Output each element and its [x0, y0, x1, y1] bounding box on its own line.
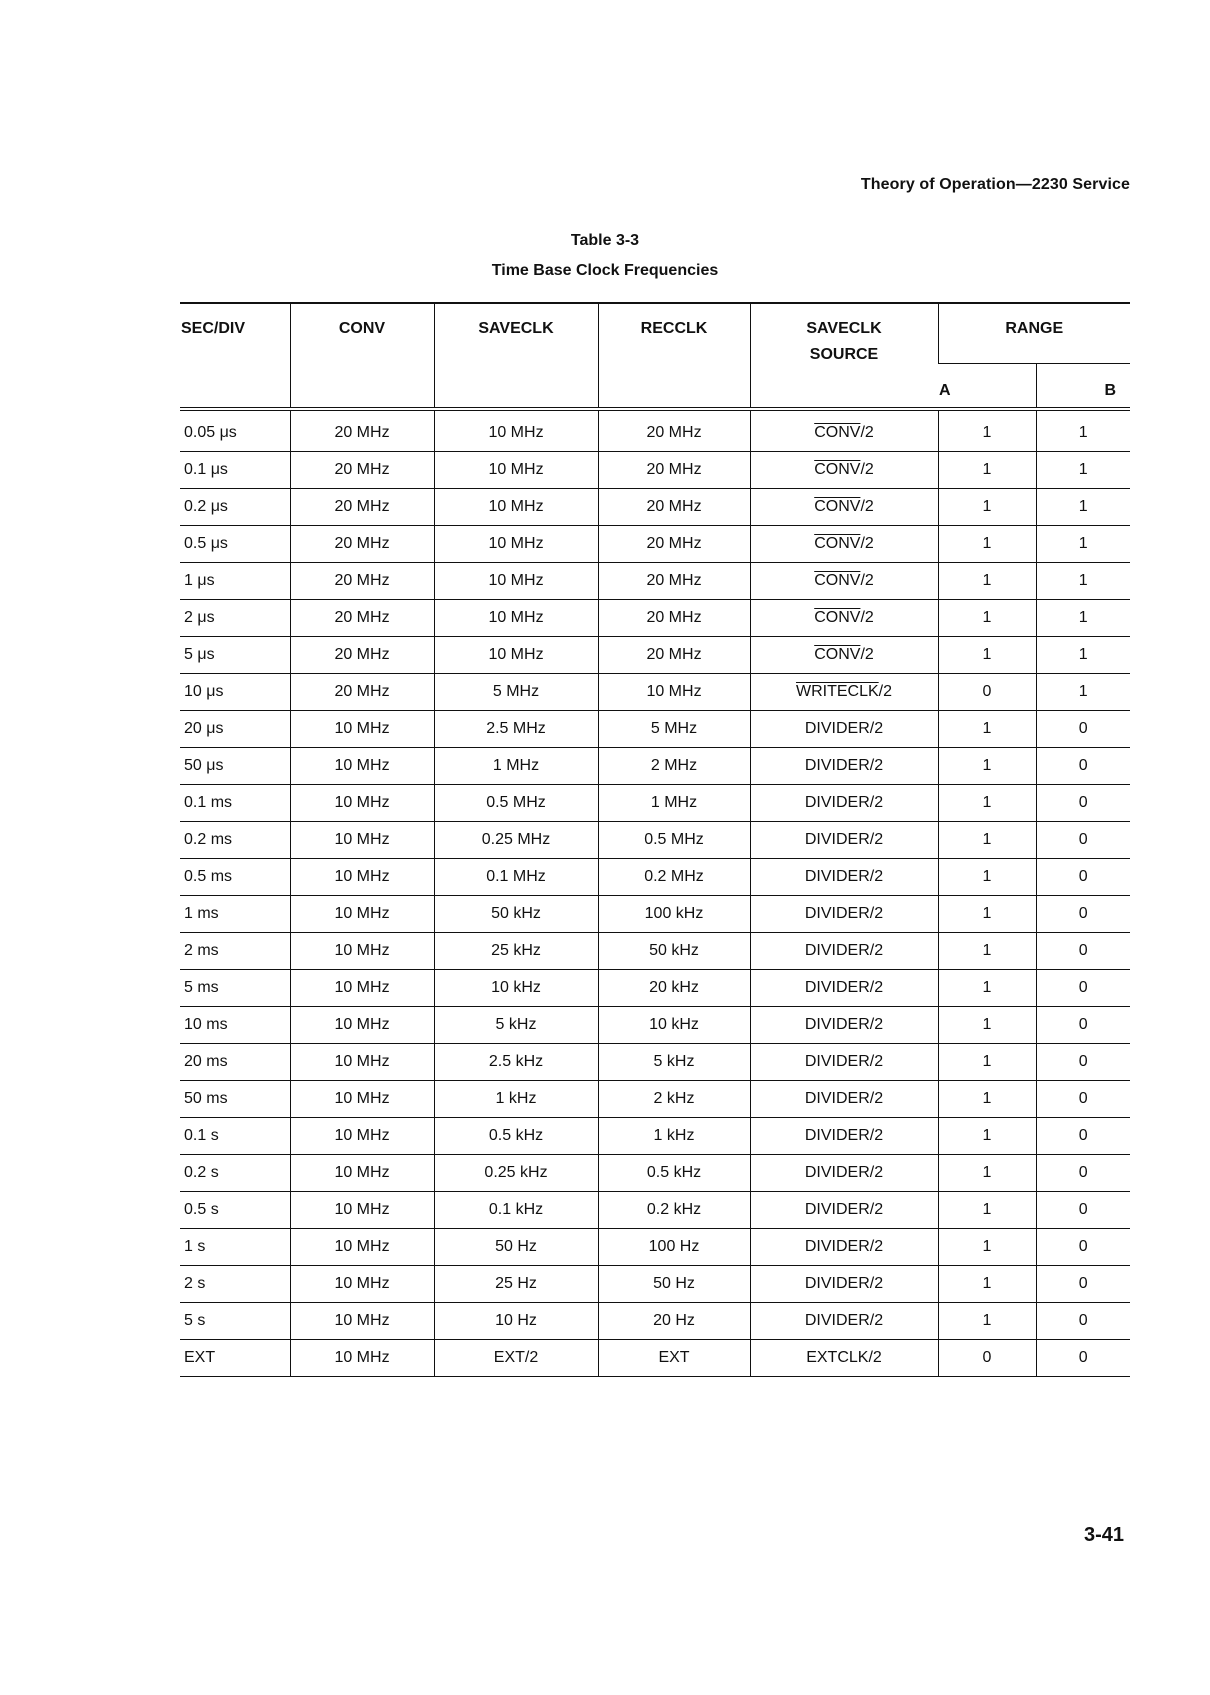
recclk-cell: 50 Hz	[598, 1266, 750, 1303]
table-row	[180, 896, 1130, 933]
table-row	[180, 785, 1130, 822]
range-a-cell: 0	[938, 674, 1036, 711]
range-a-cell: 1	[938, 1081, 1036, 1118]
conv-cell: 20 MHz	[290, 452, 434, 489]
range-a-cell: 1	[938, 452, 1036, 489]
range-b-cell: 0	[1036, 1266, 1130, 1303]
range-b-cell: 0	[1036, 1303, 1130, 1340]
conv-cell: 10 MHz	[290, 822, 434, 859]
range-a-cell: 1	[938, 1007, 1036, 1044]
col-header-recclk: RECCLK	[598, 303, 750, 409]
saveclk-cell: 10 kHz	[434, 970, 598, 1007]
sec-div-cell: 20 μs	[180, 711, 290, 748]
source-cell: DIVIDER/2	[750, 1007, 938, 1044]
conv-cell: 10 MHz	[290, 748, 434, 785]
range-a-cell: 1	[938, 748, 1036, 785]
saveclk-cell: 0.5 kHz	[434, 1118, 598, 1155]
source-cell: DIVIDER/2	[750, 1266, 938, 1303]
source-overline-text: CONV	[814, 609, 861, 626]
range-a-cell: 1	[938, 1044, 1036, 1081]
col-header-saveclk: SAVECLK	[434, 303, 598, 409]
source-cell	[750, 674, 938, 711]
conv-cell: 10 MHz	[290, 859, 434, 896]
sec-div-cell: 50 ms	[180, 1081, 290, 1118]
range-a-cell: 1	[938, 1155, 1036, 1192]
saveclk-cell: 10 Hz	[434, 1303, 598, 1340]
source-overline-text: CONV	[814, 461, 861, 478]
recclk-cell: 20 MHz	[598, 526, 750, 563]
conv-cell: 10 MHz	[290, 1192, 434, 1229]
source-cell: DIVIDER/2	[750, 711, 938, 748]
saveclk-cell: 0.1 kHz	[434, 1192, 598, 1229]
col-header-range-a: A	[938, 364, 1036, 410]
conv-cell: 20 MHz	[290, 674, 434, 711]
range-a-cell: 1	[938, 409, 1036, 452]
conv-cell: 10 MHz	[290, 970, 434, 1007]
source-cell: DIVIDER/2	[750, 822, 938, 859]
source-overline-text: WRITECLK	[795, 683, 879, 700]
source-overline-text: CONV	[814, 646, 861, 663]
sec-div-cell: 5 μs	[180, 637, 290, 674]
saveclk-cell: 5 kHz	[434, 1007, 598, 1044]
range-b-cell: 0	[1036, 1229, 1130, 1266]
table-row	[180, 711, 1130, 748]
sec-div-cell: 0.5 μs	[180, 526, 290, 563]
col-header-range-b: B	[1036, 364, 1130, 410]
page-number: 3-41	[1083, 1524, 1124, 1546]
table-row	[180, 409, 1130, 452]
range-b-cell: 0	[1036, 1081, 1130, 1118]
range-a-cell: 1	[938, 489, 1036, 526]
conv-cell: 20 MHz	[290, 489, 434, 526]
range-a-cell: 1	[938, 970, 1036, 1007]
recclk-cell: 20 MHz	[598, 489, 750, 526]
range-a-cell: 1	[938, 563, 1036, 600]
table-body	[180, 409, 1130, 1377]
recclk-cell: 0.5 MHz	[598, 822, 750, 859]
table-row	[180, 1081, 1130, 1118]
range-b-cell: 1	[1036, 526, 1130, 563]
saveclk-cell: 10 MHz	[434, 526, 598, 563]
source-suffix-text: /2	[860, 535, 874, 552]
table-row	[180, 452, 1130, 489]
recclk-cell: 100 kHz	[598, 896, 750, 933]
sec-div-cell: 0.1 s	[180, 1118, 290, 1155]
range-b-cell: 0	[1036, 1155, 1130, 1192]
range-b-cell: 0	[1036, 933, 1130, 970]
sec-div-cell: 10 μs	[180, 674, 290, 711]
sec-div-cell: EXT	[180, 1340, 290, 1377]
source-suffix-text: /2	[860, 498, 874, 515]
sec-div-cell: 2 s	[180, 1266, 290, 1303]
saveclk-cell: 0.25 MHz	[434, 822, 598, 859]
conv-cell: 10 MHz	[290, 711, 434, 748]
sec-div-cell: 0.05 μs	[180, 409, 290, 452]
sec-div-cell: 1 s	[180, 1229, 290, 1266]
range-b-cell: 0	[1036, 1340, 1130, 1377]
recclk-cell: 10 kHz	[598, 1007, 750, 1044]
col-header-sec-div: SEC/DIV	[180, 303, 290, 409]
source-cell	[750, 637, 938, 674]
sec-div-cell: 0.5 s	[180, 1192, 290, 1229]
recclk-cell: 50 kHz	[598, 933, 750, 970]
source-overline-text: CONV	[814, 572, 861, 589]
table-row	[180, 1266, 1130, 1303]
table-row	[180, 859, 1130, 896]
saveclk-cell: 10 MHz	[434, 563, 598, 600]
range-b-cell: 0	[1036, 711, 1130, 748]
saveclk-cell: 5 MHz	[434, 674, 598, 711]
range-b-cell: 0	[1036, 1044, 1130, 1081]
sec-div-cell: 20 ms	[180, 1044, 290, 1081]
saveclk-cell: EXT/2	[434, 1340, 598, 1377]
range-b-cell: 1	[1036, 674, 1130, 711]
sec-div-cell: 0.2 ms	[180, 822, 290, 859]
source-cell: DIVIDER/2	[750, 1229, 938, 1266]
recclk-cell: 100 Hz	[598, 1229, 750, 1266]
saveclk-cell: 10 MHz	[434, 600, 598, 637]
saveclk-cell: 50 kHz	[434, 896, 598, 933]
source-cell: DIVIDER/2	[750, 1081, 938, 1118]
source-suffix-text: /2	[878, 683, 892, 700]
range-a-cell: 1	[938, 859, 1036, 896]
sec-div-cell: 0.2 μs	[180, 489, 290, 526]
table-row	[180, 1118, 1130, 1155]
source-cell: DIVIDER/2	[750, 1303, 938, 1340]
table-number: Table 3-3	[570, 232, 640, 249]
range-b-cell: 1	[1036, 452, 1130, 489]
saveclk-cell: 0.1 MHz	[434, 859, 598, 896]
range-a-cell: 1	[938, 1118, 1036, 1155]
saveclk-cell: 10 MHz	[434, 637, 598, 674]
sec-div-cell: 10 ms	[180, 1007, 290, 1044]
source-cell: DIVIDER/2	[750, 1044, 938, 1081]
range-b-cell: 0	[1036, 748, 1130, 785]
saveclk-cell: 1 MHz	[434, 748, 598, 785]
table-row	[180, 674, 1130, 711]
table-row	[180, 933, 1130, 970]
range-b-cell: 1	[1036, 409, 1130, 452]
conv-cell: 10 MHz	[290, 933, 434, 970]
sec-div-cell: 2 μs	[180, 600, 290, 637]
recclk-cell: 20 kHz	[598, 970, 750, 1007]
saveclk-cell: 25 kHz	[434, 933, 598, 970]
table-row	[180, 489, 1130, 526]
recclk-cell: 20 Hz	[598, 1303, 750, 1340]
range-b-cell: 0	[1036, 896, 1130, 933]
source-suffix-text: /2	[860, 424, 874, 441]
sec-div-cell: 1 μs	[180, 563, 290, 600]
table-row	[180, 970, 1130, 1007]
conv-cell: 20 MHz	[290, 563, 434, 600]
source-overline-text: CONV	[814, 498, 861, 515]
table-row	[180, 1007, 1130, 1044]
recclk-cell: 20 MHz	[598, 600, 750, 637]
source-suffix-text: /2	[860, 646, 874, 663]
sec-div-cell: 5 s	[180, 1303, 290, 1340]
source-cell: DIVIDER/2	[750, 859, 938, 896]
range-b-cell: 0	[1036, 785, 1130, 822]
saveclk-cell: 0.25 kHz	[434, 1155, 598, 1192]
range-a-cell: 1	[938, 600, 1036, 637]
recclk-cell: 0.5 kHz	[598, 1155, 750, 1192]
table-row	[180, 526, 1130, 563]
recclk-cell: 20 MHz	[598, 452, 750, 489]
conv-cell: 20 MHz	[290, 526, 434, 563]
recclk-cell: 20 MHz	[598, 409, 750, 452]
conv-cell: 20 MHz	[290, 600, 434, 637]
saveclk-cell: 10 MHz	[434, 452, 598, 489]
sec-div-cell: 0.2 s	[180, 1155, 290, 1192]
range-a-cell: 0	[938, 1340, 1036, 1377]
saveclk-cell: 2.5 kHz	[434, 1044, 598, 1081]
range-a-cell: 1	[938, 933, 1036, 970]
range-b-cell: 1	[1036, 563, 1130, 600]
range-a-cell: 1	[938, 637, 1036, 674]
table-row	[180, 600, 1130, 637]
source-cell: DIVIDER/2	[750, 1192, 938, 1229]
col-header-range: RANGE	[938, 303, 1130, 364]
conv-cell: 20 MHz	[290, 409, 434, 452]
saveclk-cell: 10 MHz	[434, 489, 598, 526]
saveclk-cell: 10 MHz	[434, 409, 598, 452]
header-row	[180, 303, 1130, 364]
range-b-cell: 0	[1036, 970, 1130, 1007]
range-a-cell: 1	[938, 785, 1036, 822]
sec-div-cell: 1 ms	[180, 896, 290, 933]
recclk-cell: 2 kHz	[598, 1081, 750, 1118]
recclk-cell: 20 MHz	[598, 563, 750, 600]
range-b-cell: 0	[1036, 1118, 1130, 1155]
table-row	[180, 1229, 1130, 1266]
conv-cell: 20 MHz	[290, 637, 434, 674]
source-overline-text: CONV	[814, 535, 861, 552]
sec-div-cell: 5 ms	[180, 970, 290, 1007]
conv-cell: 10 MHz	[290, 1266, 434, 1303]
range-a-cell: 1	[938, 896, 1036, 933]
table-title: Time Base Clock Frequencies	[491, 262, 719, 279]
source-suffix-text: /2	[860, 609, 874, 626]
range-a-cell: 1	[938, 1303, 1036, 1340]
range-b-cell: 1	[1036, 600, 1130, 637]
conv-cell: 10 MHz	[290, 1118, 434, 1155]
running-header: Theory of Operation—2230 Service	[860, 176, 1130, 193]
recclk-cell: 5 kHz	[598, 1044, 750, 1081]
col-header-saveclk-source	[750, 303, 938, 409]
range-b-cell: 0	[1036, 859, 1130, 896]
source-cell: DIVIDER/2	[750, 896, 938, 933]
sec-div-cell: 0.1 ms	[180, 785, 290, 822]
source-cell: DIVIDER/2	[750, 785, 938, 822]
range-b-cell: 0	[1036, 1007, 1130, 1044]
range-b-cell: 0	[1036, 822, 1130, 859]
conv-cell: 10 MHz	[290, 1229, 434, 1266]
recclk-cell: 10 MHz	[598, 674, 750, 711]
sec-div-cell: 2 ms	[180, 933, 290, 970]
table-row	[180, 563, 1130, 600]
source-cell: DIVIDER/2	[750, 748, 938, 785]
conv-cell: 10 MHz	[290, 1007, 434, 1044]
range-a-cell: 1	[938, 1229, 1036, 1266]
recclk-cell: 1 kHz	[598, 1118, 750, 1155]
table-row	[180, 1340, 1130, 1377]
recclk-cell: 5 MHz	[598, 711, 750, 748]
source-overline-text: CONV	[814, 424, 861, 441]
source-cell	[750, 600, 938, 637]
saveclk-cell: 25 Hz	[434, 1266, 598, 1303]
saveclk-cell: 1 kHz	[434, 1081, 598, 1118]
source-cell	[750, 409, 938, 452]
recclk-cell: 1 MHz	[598, 785, 750, 822]
source-cell	[750, 452, 938, 489]
conv-cell: 10 MHz	[290, 1303, 434, 1340]
table-row	[180, 1044, 1130, 1081]
range-a-cell: 1	[938, 1192, 1036, 1229]
time-base-clock-table	[180, 302, 1130, 1377]
source-cell	[750, 563, 938, 600]
source-cell	[750, 526, 938, 563]
sec-div-cell: 50 μs	[180, 748, 290, 785]
range-b-cell: 1	[1036, 489, 1130, 526]
source-cell: DIVIDER/2	[750, 933, 938, 970]
table-row	[180, 1192, 1130, 1229]
conv-cell: 10 MHz	[290, 1155, 434, 1192]
recclk-cell: 20 MHz	[598, 637, 750, 674]
source-cell: DIVIDER/2	[750, 1118, 938, 1155]
saveclk-cell: 50 Hz	[434, 1229, 598, 1266]
col-header-saveclk-source-text: SAVECLK SOURCE	[806, 320, 882, 363]
range-a-cell: 1	[938, 822, 1036, 859]
col-header-conv: CONV	[290, 303, 434, 409]
saveclk-cell: 0.5 MHz	[434, 785, 598, 822]
source-cell	[750, 489, 938, 526]
source-suffix-text: /2	[860, 572, 874, 589]
recclk-cell: 2 MHz	[598, 748, 750, 785]
table-row	[180, 637, 1130, 674]
table-row	[180, 1155, 1130, 1192]
source-cell: EXTCLK/2	[750, 1340, 938, 1377]
recclk-cell: EXT	[598, 1340, 750, 1377]
sec-div-cell: 0.1 μs	[180, 452, 290, 489]
conv-cell: 10 MHz	[290, 785, 434, 822]
conv-cell: 10 MHz	[290, 896, 434, 933]
table-row	[180, 822, 1130, 859]
source-cell: DIVIDER/2	[750, 1155, 938, 1192]
source-suffix-text: /2	[860, 461, 874, 478]
recclk-cell: 0.2 MHz	[598, 859, 750, 896]
conv-cell: 10 MHz	[290, 1081, 434, 1118]
range-b-cell: 0	[1036, 1192, 1130, 1229]
table-row	[180, 1303, 1130, 1340]
range-b-cell: 1	[1036, 637, 1130, 674]
range-a-cell: 1	[938, 711, 1036, 748]
conv-cell: 10 MHz	[290, 1340, 434, 1377]
source-cell: DIVIDER/2	[750, 970, 938, 1007]
sec-div-cell: 0.5 ms	[180, 859, 290, 896]
range-a-cell: 1	[938, 526, 1036, 563]
conv-cell: 10 MHz	[290, 1044, 434, 1081]
table-row	[180, 748, 1130, 785]
saveclk-cell: 2.5 MHz	[434, 711, 598, 748]
recclk-cell: 0.2 kHz	[598, 1192, 750, 1229]
range-a-cell: 1	[938, 1266, 1036, 1303]
